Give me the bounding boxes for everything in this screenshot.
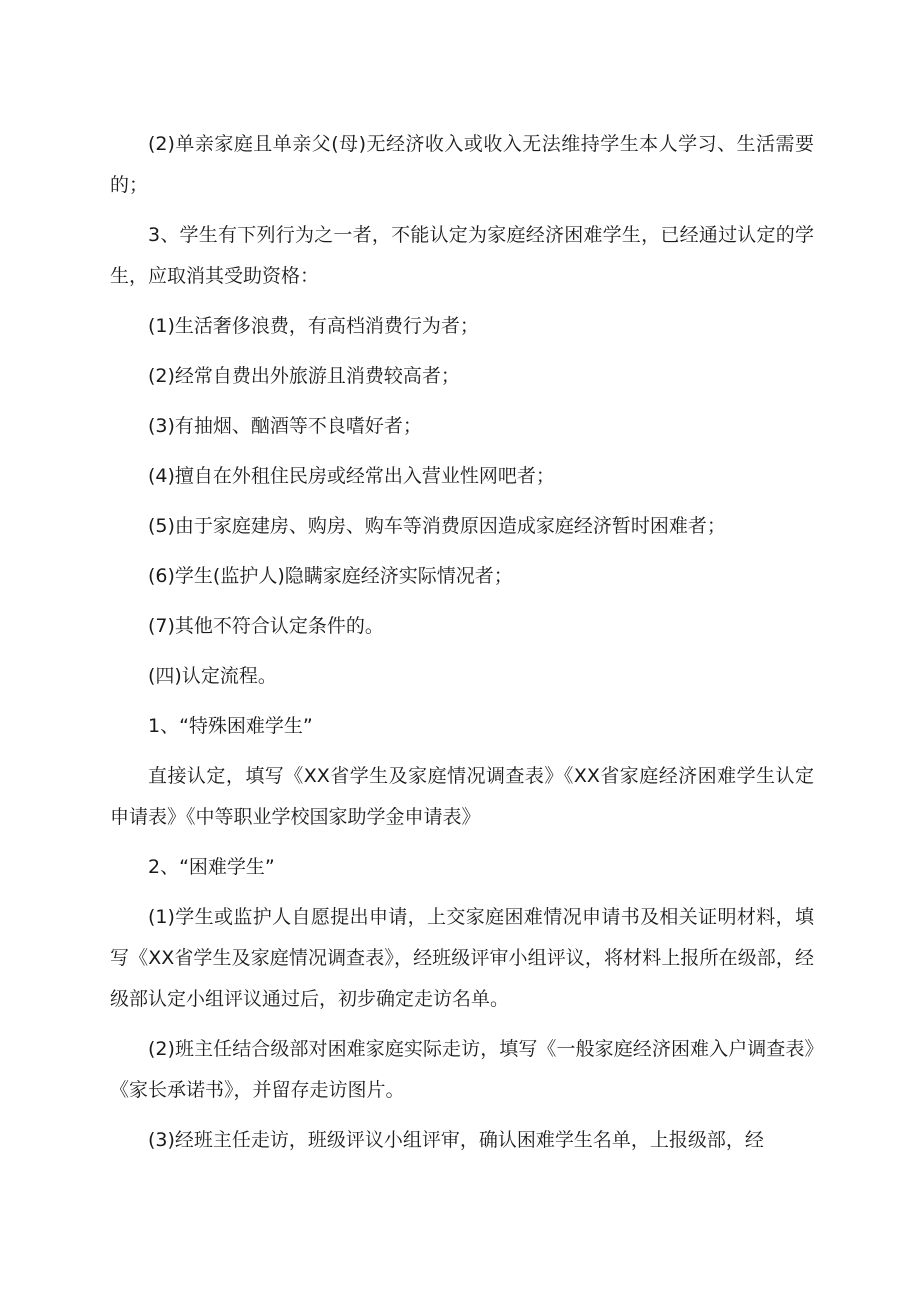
paragraph-step-1: (1)学生或监护人自愿提出申请，上交家庭困难情况申请书及相关证明材料，填写《XX省学生及家庭情况调查表》，经班级评审小组评议，将材料上报所在级部，经级部认定小组评议通过后，初步确定走访名单。 [110, 906, 814, 1010]
document-body [110, 124, 814, 1170]
paragraph-step-2: (2)班主任结合级部对困难家庭实际走访，填写《一般家庭经济困难入户调查表》《家长承诺书》，并留存走访图片。 [110, 1038, 814, 1101]
list-item: (3)有抽烟、酗酒等不良嗜好者； [148, 415, 422, 437]
list-item: (6)学生(监护人)隐瞒家庭经济实际情况者； [148, 565, 513, 587]
paragraph-disqualifying-behaviors: 3、学生有下列行为之一者，不能认定为家庭经济困难学生，已经通过认定的学生，应取消其受助资格： [110, 224, 814, 287]
list-item: (2)经常自费出外旅游且消费较高者； [148, 365, 460, 387]
subheading-difficulty-students: 2、“困难学生” [148, 856, 275, 878]
subheading-special-difficulty: 1、“特殊困难学生” [148, 715, 313, 737]
section-heading-procedure: (四)认定流程。 [148, 665, 277, 687]
paragraph-single-parent: (2)单亲家庭且单亲父(母)无经济收入或收入无法维持学生本人学习、生活需要的； [110, 133, 814, 196]
list-item: (4)擅自在外租住民房或经常出入营业性网吧者； [148, 465, 555, 487]
paragraph-step-3: (3)经班主任走访，班级评议小组评审，确认困难学生名单，上报级部，经 [148, 1129, 764, 1151]
list-item: (1)生活奢侈浪费，有高档消费行为者； [148, 315, 479, 337]
paragraph-direct-recognition: 直接认定，填写《XX省学生及家庭情况调查表》《XX省家庭经济困难学生认定申请表》《中等职业学校国家助学金申请表》 [110, 765, 814, 828]
list-item: (7)其他不符合认定条件的。 [148, 615, 384, 637]
list-item: (5)由于家庭建房、购房、购车等消费原因造成家庭经济暂时困难者； [148, 515, 726, 537]
